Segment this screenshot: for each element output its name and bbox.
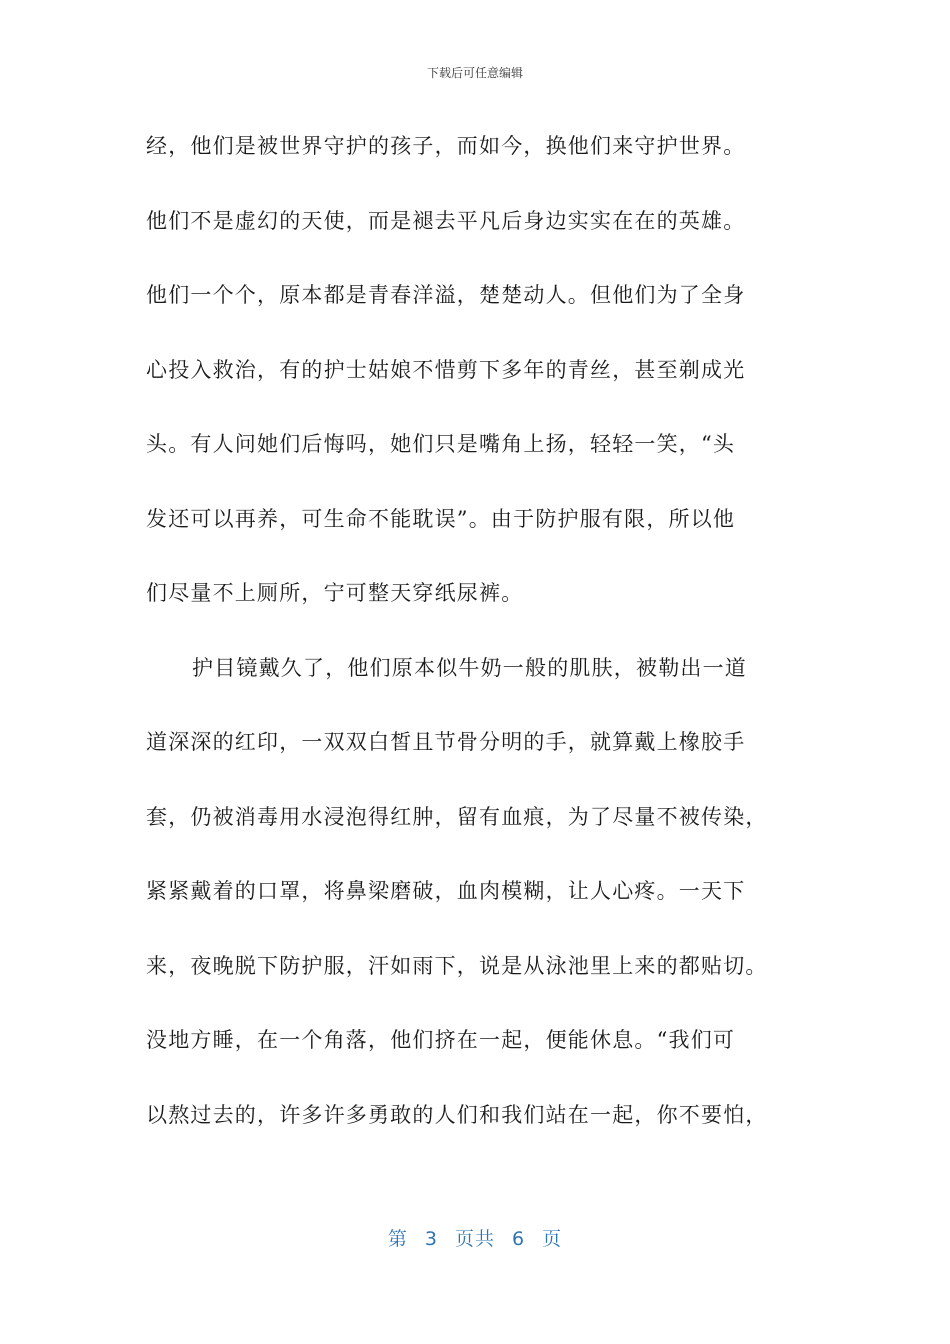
text-line: 经，他们是被世界守护的孩子，而如今，换他们来守护世界。 (146, 134, 746, 158)
text-line: 们尽量不上厕所，宁可整天穿纸尿裤。 (146, 581, 524, 605)
text-line: 没地方睡，在一个角落，他们挤在一起，便能休息。“我们可 (146, 1028, 736, 1052)
text-line: 心投入救治，有的护士姑娘不惜剪下多年的青丝，甚至剃成光 (146, 357, 746, 382)
text-line: 他们不是虚幻的天使，而是褪去平凡后身边实实在在的英雄。 (146, 208, 746, 233)
text-line: 他们一个个，原本都是青春洋溢，楚楚动人。但他们为了全身 (146, 283, 746, 307)
paragraph-start-line: 护目镜戴久了，他们原本似牛奶一般的肌肤，被勒出一道 (192, 655, 747, 680)
text-line: 来，夜晚脱下防护服，汗如雨下，说是从泳池里上来的都贴切。 (146, 953, 768, 978)
text-line: 头。有人问她们后悔吗，她们只是嘴角上扬，轻轻一笑，“头 (146, 432, 736, 456)
text-line: 套，仍被消毒用水浸泡得红肿，留有血痕，为了尽量不被传染， (146, 804, 768, 829)
text-line: 以熬过去的，许多许多勇敢的人们和我们站在一起，你不要怕， (146, 1102, 768, 1127)
document-body (146, 124, 810, 1167)
page-header: 下载后可任意编辑 (426, 66, 523, 80)
page-number-footer: 第 3 页共 6 页 (387, 1228, 563, 1250)
text-line: 道深深的红印，一双双白皙且节骨分明的手，就算戴上橡胶手 (146, 730, 746, 754)
text-line: 发还可以再养，可生命不能耽误”。由于防护服有限，所以他 (146, 506, 736, 531)
text-line: 紧紧戴着的口罩，将鼻梁磨破，血肉模糊，让人心疼。一天下 (146, 879, 746, 903)
